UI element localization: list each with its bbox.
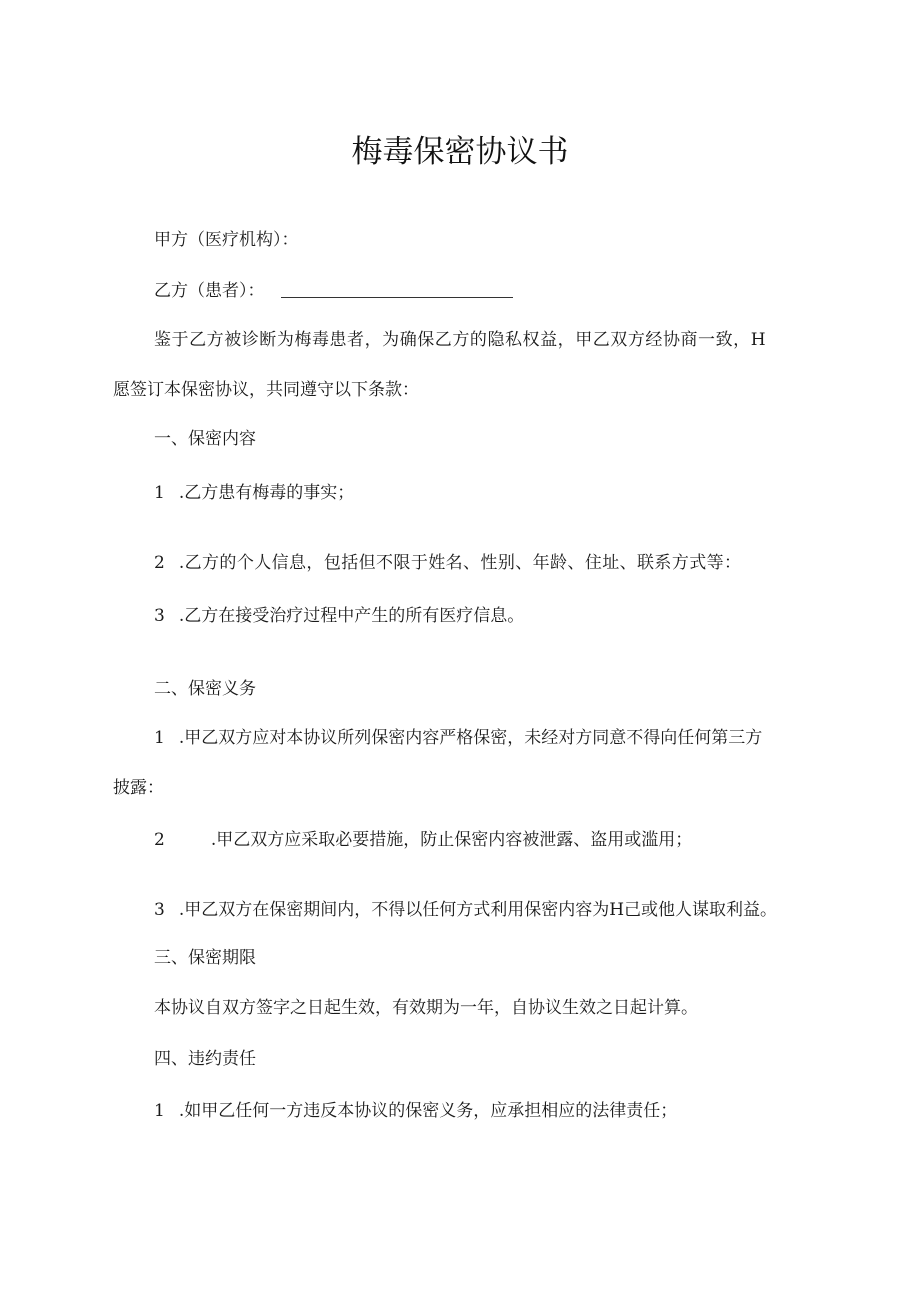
- item-text: .甲乙双方应对本协议所列保密内容严格保密，未经对方同意不得向任何第三方: [178, 728, 763, 748]
- party-b-signature-blank: [281, 281, 513, 298]
- section-2-item-3: [154, 898, 777, 922]
- party-b-line: [154, 279, 513, 303]
- section-2-heading: 二、保密义务: [154, 679, 256, 699]
- section-3-heading: 三、保密期限: [154, 948, 256, 968]
- section-1-item-1: [154, 481, 354, 505]
- item-text: .甲乙双方在保密期间内，不得以任何方式利用保密内容为H己或他人谋取利益。: [178, 900, 778, 920]
- section-2-item-1: [154, 726, 762, 750]
- section-2-item-2: [154, 828, 692, 852]
- section-1-item-2: [154, 551, 741, 575]
- document-title: 梅毒保密协议书: [351, 134, 569, 170]
- item-number: 3: [154, 900, 165, 920]
- section-4-heading: 四、违约责任: [154, 1049, 256, 1069]
- item-number: 2: [154, 553, 165, 573]
- section-3-text: 本协议自双方签字之日起生效，有效期为一年，自协议生效之日起计算。: [154, 998, 698, 1018]
- item-text: .乙方的个人信息，包括但不限于姓名、性别、年龄、住址、联系方式等：: [178, 553, 742, 573]
- preamble-line-1: 鉴于乙方被诊断为梅毒患者，为确保乙方的隐私权益，甲乙双方经协商一致，H: [154, 330, 767, 350]
- item-text: .乙方在接受治疗过程中产生的所有医疗信息。: [178, 606, 525, 626]
- section-2-item-1-continued: 披露：: [113, 778, 164, 798]
- section-4-item-1: [154, 1099, 677, 1123]
- item-number: 2: [154, 830, 165, 850]
- section-1-item-3: [154, 604, 524, 628]
- item-text: .如甲乙任何一方违反本协议的保密义务，应承担相应的法律责任；: [178, 1101, 678, 1121]
- item-text: .乙方患有梅毒的事实；: [178, 483, 355, 503]
- item-text: .甲乙双方应采取必要措施，防止保密内容被泄露、盗用或滥用；: [210, 830, 693, 850]
- item-number: 1: [154, 1101, 165, 1121]
- section-1-heading: 一、保密内容: [154, 429, 256, 449]
- item-number: 1: [154, 483, 165, 503]
- party-b-label: 乙方（患者）：: [154, 281, 265, 301]
- item-number: 1: [154, 728, 165, 748]
- item-number: 3: [154, 606, 165, 626]
- party-a-line: 甲方（医疗机构）：: [154, 230, 299, 250]
- preamble-line-2: 愿签订本保密协议，共同遵守以下条款：: [113, 380, 419, 400]
